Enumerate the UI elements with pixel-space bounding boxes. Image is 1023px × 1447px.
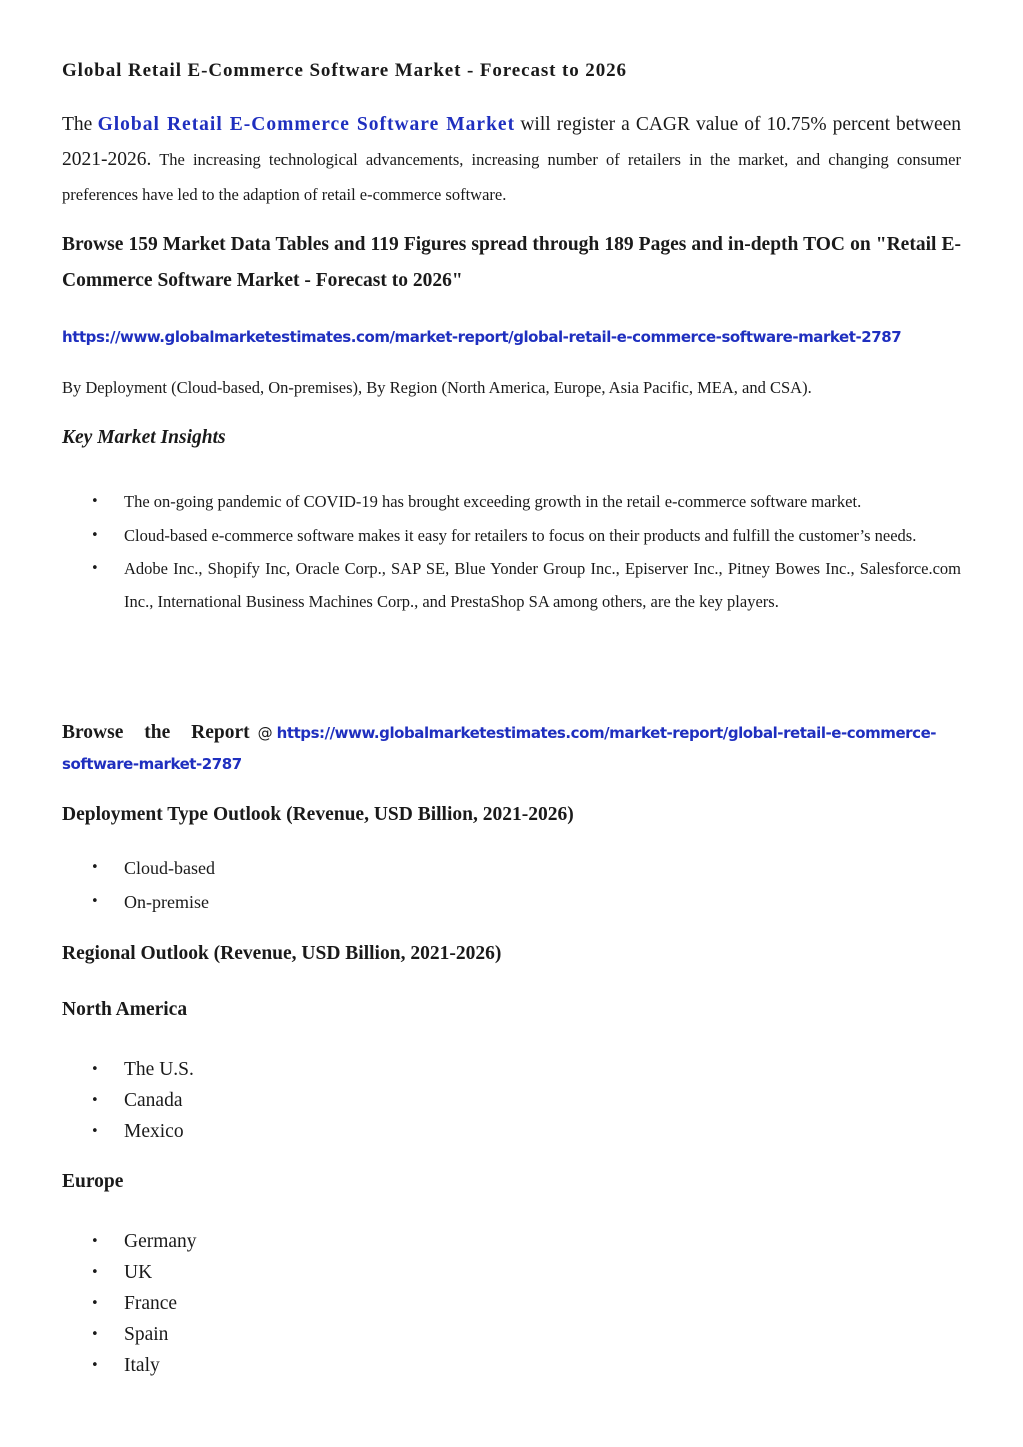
insights-list (62, 486, 961, 619)
list-item (62, 1288, 961, 1319)
list-item-label: Spain (124, 1324, 169, 1345)
bullet-icon: • (91, 561, 99, 576)
market-name-link[interactable]: Global Retail E-Commerce Software Market (97, 114, 516, 135)
intro-prefix: The (62, 114, 93, 135)
list-item (62, 1054, 961, 1085)
intro-paragraph (62, 107, 961, 212)
browse-report-label: Browse the Report (62, 722, 250, 743)
intro-drivers-text: The increasing technological advancements, increasing number of retailers in the market, and changing consumer preferences have led to the adaption of retail e-commerce software. (62, 150, 961, 204)
browse-report-line (62, 717, 961, 780)
bullet-icon: • (91, 1234, 99, 1249)
regional-heading: Regional Outlook (Revenue, USD Billion, 2021-2026) (62, 943, 502, 964)
deployment-list (62, 851, 961, 919)
europe-heading: Europe (62, 1171, 124, 1192)
list-item (62, 486, 961, 519)
list-item (62, 1257, 961, 1288)
list-item-label: Mexico (124, 1121, 184, 1142)
bullet-icon: • (91, 1358, 99, 1373)
insight-text: Adobe Inc., Shopify Inc, Oracle Corp., SAP SE, Blue Yonder Group Inc., Episerver Inc., Pitney Bowes Inc., Salesforce.com Inc., International Business Machines Corp., and PrestaShop SA among others, are the key players. (124, 559, 961, 611)
list-item-label: On-premise (124, 892, 209, 912)
intro-cagr-text: will register a CAGR value of 10.75% percent between 2021-2026. (62, 114, 962, 170)
list-item (62, 885, 961, 919)
north-america-list (62, 1054, 961, 1147)
bullet-icon: • (91, 494, 99, 509)
north-america-heading: North America (62, 999, 188, 1020)
insights-heading: Key Market Insights (62, 427, 226, 448)
browse-report-link[interactable]: https://www.globalmarketestimates.com/market-report/global-retail-e-commerce-software-market-2787 (62, 724, 937, 773)
europe-list (62, 1226, 961, 1381)
bullet-icon: • (91, 527, 99, 543)
insight-text: Cloud-based e-commerce software makes it easy for retailers to focus on their products and fulfill the customer’s needs. (124, 525, 917, 545)
deployment-heading: Deployment Type Outlook (Revenue, USD Billion, 2021-2026) (62, 804, 574, 825)
list-item-label: Cloud-based (124, 858, 215, 878)
bullet-icon: • (91, 1327, 99, 1342)
document-title: Global Retail E-Commerce Software Market - Forecast to 2026 (62, 60, 627, 81)
list-item (62, 520, 961, 553)
bullet-icon: • (91, 860, 99, 875)
list-item (62, 553, 961, 618)
browse-heading: Browse 159 Market Data Tables and 119 Figures spread through 189 Pages and in-depth TOC on "Retail E-Commerce Software Market - Forecast to 2026" (62, 234, 961, 291)
bullet-icon: • (91, 1062, 99, 1077)
bullet-icon: • (91, 894, 99, 909)
list-item (62, 1226, 961, 1257)
insight-text: The on-going pandemic of COVID-19 has brought exceeding growth in the retail e-commerce software market. (124, 492, 862, 511)
list-item (62, 851, 961, 885)
bullet-icon: • (91, 1296, 99, 1311)
list-item-label: Italy (124, 1355, 160, 1376)
list-item (62, 1319, 961, 1350)
list-item-label: The U.S. (124, 1059, 194, 1080)
at-symbol: @ (257, 724, 273, 742)
list-item (62, 1085, 961, 1116)
report-url-link[interactable]: https://www.globalmarketestimates.com/market-report/global-retail-e-commerce-software-market-2787 (62, 328, 902, 346)
segmentation-text: By Deployment (Cloud-based, On-premises), By Region (North America, Europe, Asia Pacific, MEA, and CSA). (62, 378, 812, 397)
list-item (62, 1116, 961, 1147)
list-item-label: Canada (124, 1090, 183, 1111)
list-item (62, 1350, 961, 1381)
bullet-icon: • (91, 1265, 99, 1280)
list-item-label: Germany (124, 1231, 197, 1252)
bullet-icon: • (91, 1093, 99, 1108)
list-item-label: France (124, 1293, 178, 1314)
bullet-icon: • (91, 1124, 99, 1139)
list-item-label: UK (124, 1262, 153, 1283)
